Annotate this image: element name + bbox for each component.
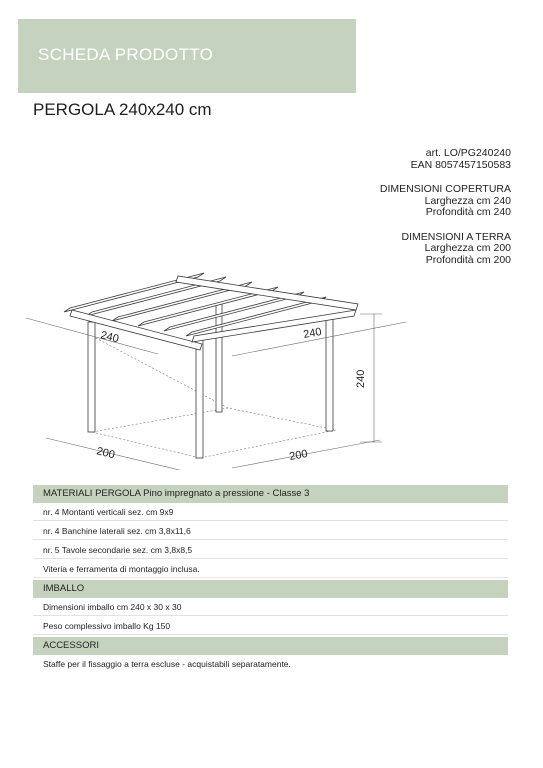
materiali-item: nr. 4 Banchine laterali sez. cm 3,8x11,6 bbox=[33, 522, 508, 540]
ean-code: EAN 8057457150583 bbox=[410, 158, 511, 171]
copertura-larghezza: Larghezza cm 240 bbox=[424, 194, 511, 207]
ground-outline bbox=[92, 336, 336, 458]
copertura-profondita: Profondità cm 240 bbox=[425, 206, 511, 218]
article-code: art. LO/PG240240 bbox=[425, 147, 511, 159]
dim-bottom-left: 200 bbox=[95, 445, 116, 462]
materiali-item: nr. 4 Montanti verticali sez. cm 9x9 bbox=[33, 503, 508, 521]
banner-title: SCHEDA PRODOTTO bbox=[38, 45, 214, 64]
accessori-heading: ACCESSORI bbox=[33, 637, 508, 655]
imballo-item: Dimensioni imballo cm 240 x 30 x 30 bbox=[33, 598, 508, 616]
product-title: PERGOLA 240x240 cm bbox=[33, 100, 212, 119]
dim-top-right: 240 bbox=[302, 325, 323, 341]
terra-profondita: Profondità cm 200 bbox=[425, 253, 511, 266]
materiali-item: nr. 5 Tavole secondarie sez. cm 3,8x8,5 bbox=[33, 541, 508, 559]
pergola-drawing bbox=[0, 270, 543, 470]
terra-larghezza: Larghezza cm 200 bbox=[424, 242, 511, 254]
dim-height: 240 bbox=[355, 369, 367, 388]
terra-heading: DIMENSIONI A TERRA bbox=[401, 230, 511, 243]
header-banner bbox=[18, 19, 356, 93]
product-info bbox=[380, 148, 511, 266]
copertura-heading: DIMENSIONI COPERTURA bbox=[379, 183, 511, 195]
accessori-item: Staffe per il fissaggio a terra escluse - acquistabili separatamente. bbox=[43, 659, 291, 669]
dim-top-left: 240 bbox=[99, 329, 120, 346]
materiali-heading: MATERIALI PERGOLA Pino impregnato a pressione - Classe 3 bbox=[33, 485, 508, 503]
dim-bottom-right: 200 bbox=[288, 447, 309, 463]
materiali-item: Viteria e ferramenta di montaggio inclusa. bbox=[33, 560, 508, 578]
imballo-item: Peso complessivo imballo Kg 150 bbox=[33, 617, 508, 635]
imballo-heading: IMBALLO bbox=[33, 580, 508, 598]
